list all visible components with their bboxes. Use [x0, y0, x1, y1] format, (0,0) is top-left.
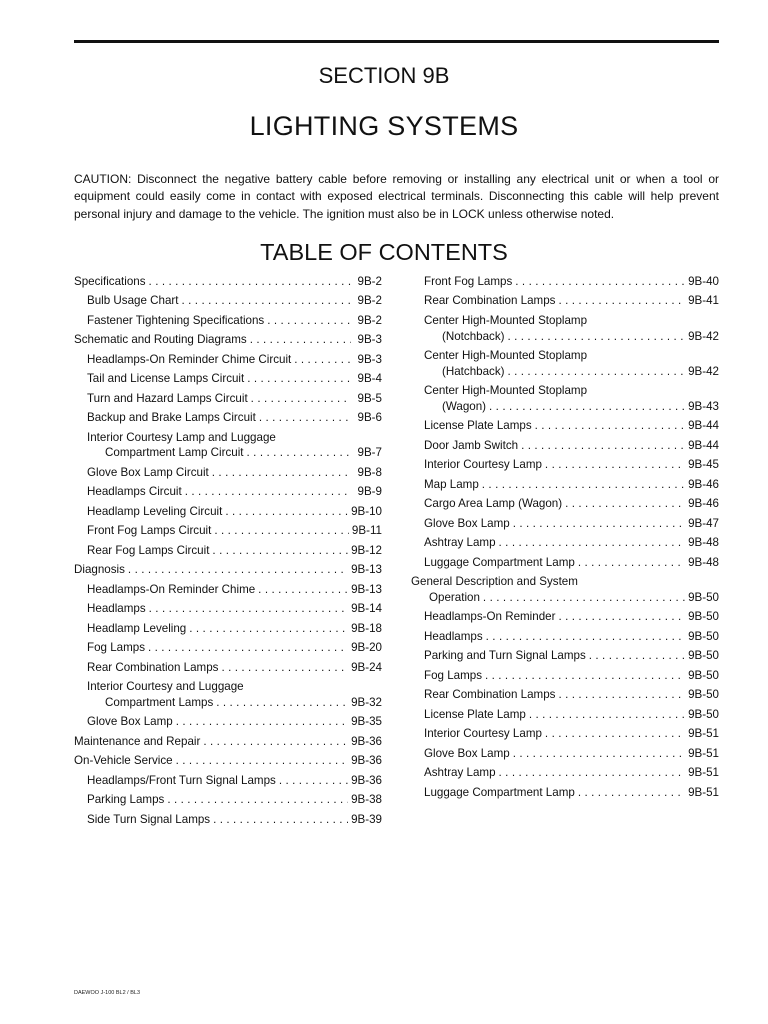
toc-entry[interactable]	[74, 504, 382, 520]
toc-leader-dots	[258, 582, 348, 598]
toc-entry-label: Ashtray Lamp	[424, 536, 496, 550]
toc-heading: TABLE OF CONTENTS	[260, 239, 508, 265]
section-heading: SECTION 9B	[318, 63, 450, 88]
toc-entry-label: Headlamps/Front Turn Signal Lamps	[87, 773, 276, 787]
toc-entry-label: Luggage Compartment Lamp	[424, 555, 575, 569]
toc-entry-page: 9B-50	[688, 668, 719, 682]
toc-entry[interactable]	[74, 484, 382, 500]
toc-entry-page: 9B-51	[688, 766, 719, 780]
toc-entry-page: 9B-47	[688, 516, 719, 530]
toc-entry-label: Rear Combination Lamps	[87, 660, 219, 674]
toc-leader-dots	[148, 640, 348, 656]
toc-leader-dots	[203, 734, 348, 750]
toc-entry[interactable]	[74, 430, 382, 461]
toc-entry-label: Door Jamb Switch	[424, 438, 519, 452]
toc-leader-dots	[529, 707, 685, 723]
toc-entry-page: 9B-48	[688, 555, 719, 569]
toc-entry-label: (Hatchback)	[442, 364, 505, 378]
header-rule	[74, 40, 719, 43]
toc-entry-label: Center High-Mounted Stoplamp	[424, 384, 588, 398]
toc-entry-label: Interior Courtesy Lamp and Luggage	[87, 430, 276, 444]
toc-entry[interactable]	[74, 812, 382, 828]
toc-entry-label: Maintenance and Repair	[74, 734, 201, 748]
toc-leader-dots	[247, 371, 351, 387]
toc-leader-dots	[267, 313, 351, 329]
toc-entry-page: 9B-46	[688, 477, 719, 491]
toc-entry-label: Schematic and Routing Diagrams	[74, 333, 247, 347]
toc-leader-dots	[259, 410, 351, 426]
toc-entry[interactable]	[411, 293, 719, 309]
toc-entry-label: Headlamps-On Reminder Chime Circuit	[87, 352, 292, 366]
toc-entry-page: 9B-36	[351, 734, 382, 748]
toc-entry[interactable]	[74, 734, 382, 750]
toc-leader-dots	[499, 535, 686, 551]
toc-entry-page: 9B-18	[351, 621, 382, 635]
toc-entry-page: 9B-48	[688, 536, 719, 550]
toc-leader-dots	[558, 609, 685, 625]
toc-leader-dots	[499, 765, 686, 781]
toc-entry[interactable]	[74, 621, 382, 637]
toc-entry-page: 9B-51	[688, 727, 719, 741]
toc-entry-page: 9B-32	[351, 695, 382, 709]
toc-entry[interactable]	[74, 293, 382, 309]
toc-entry[interactable]	[74, 753, 382, 769]
toc-leader-dots	[558, 293, 685, 309]
toc-entry[interactable]	[411, 418, 719, 434]
toc-entry-label: Map Lamp	[424, 477, 479, 491]
toc-entry[interactable]	[411, 629, 719, 645]
toc-entry-label: Operation	[429, 590, 480, 604]
toc-leader-dots	[485, 668, 685, 684]
toc-entry-label: Headlamps Circuit	[87, 485, 182, 499]
toc-entry-page: 9B-8	[357, 465, 382, 479]
toc-entry-page: 9B-2	[357, 294, 382, 308]
toc-entry-label: Front Fog Lamps Circuit	[87, 524, 212, 538]
toc-entry-label: Compartment Lamp Circuit	[105, 446, 244, 460]
toc-entry[interactable]	[74, 660, 382, 676]
toc-entry-label: Diagnosis	[74, 563, 125, 577]
toc-entry-page: 9B-50	[688, 590, 719, 604]
toc-entry-page: 9B-42	[688, 364, 719, 378]
toc-leader-dots	[149, 274, 351, 290]
toc-leader-dots	[521, 438, 685, 454]
toc-entry-page: 9B-14	[351, 602, 382, 616]
toc-entry-label: Headlamps-On Reminder Chime	[87, 582, 256, 596]
toc-entry[interactable]	[411, 609, 719, 625]
toc-entry-label: Fastener Tightening Specifications	[87, 313, 265, 327]
toc-entry[interactable]	[74, 332, 382, 348]
toc-entry-label: On-Vehicle Service	[74, 754, 173, 768]
toc-entry-page: 9B-3	[357, 333, 382, 347]
toc-entry[interactable]	[411, 555, 719, 571]
toc-entry-label: Center High-Mounted Stoplamp	[424, 349, 588, 363]
toc-entry-label: General Description and System	[411, 575, 578, 589]
toc-leader-dots	[214, 523, 349, 539]
toc-entry[interactable]	[411, 477, 719, 493]
toc-entry[interactable]	[74, 792, 382, 808]
toc-leader-dots	[545, 726, 685, 742]
toc-entry-label: Interior Courtesy Lamp	[424, 727, 542, 741]
toc-entry[interactable]	[411, 516, 719, 532]
toc-entry[interactable]	[411, 746, 719, 762]
toc-entry-page: 9B-38	[351, 793, 382, 807]
toc-entry-page: 9B-5	[357, 391, 382, 405]
toc-entry-page: 9B-50	[688, 629, 719, 643]
toc-entry[interactable]	[411, 785, 719, 801]
toc-entry-page: 9B-42	[688, 329, 719, 343]
toc-entry[interactable]	[411, 574, 719, 605]
toc-leader-dots	[578, 555, 685, 571]
toc-entry-label: Compartment Lamps	[105, 695, 214, 709]
toc-entry-label: Interior Courtesy and Luggage	[87, 680, 244, 694]
toc-entry-label: Headlamp Leveling Circuit	[87, 504, 223, 518]
toc-entry-page: 9B-44	[688, 438, 719, 452]
toc-entry-page: 9B-40	[688, 275, 719, 288]
toc-entry[interactable]	[74, 773, 382, 789]
toc-entry[interactable]	[74, 313, 382, 329]
toc-entry[interactable]	[74, 679, 382, 710]
toc-entry-label: Glove Box Lamp	[424, 746, 510, 760]
toc-entry-label: Rear Combination Lamps	[424, 688, 556, 702]
toc-entry-label: License Plate Lamps	[424, 419, 532, 433]
toc-leader-dots	[565, 496, 685, 512]
toc-entry-label: Specifications	[74, 275, 146, 288]
toc-entry-page: 9B-10	[351, 504, 382, 518]
toc-entry-label: (Notchback)	[442, 329, 505, 343]
toc-entry-label: Parking Lamps	[87, 793, 165, 807]
toc-entry-label: Fog Lamps	[87, 641, 145, 655]
toc-leader-dots	[279, 773, 348, 789]
toc-entry[interactable]	[74, 543, 382, 559]
toc-entry[interactable]	[74, 352, 382, 368]
toc-entry-label: Ashtray Lamp	[424, 766, 496, 780]
toc-leader-dots	[176, 753, 348, 769]
toc-leader-dots	[221, 660, 348, 676]
toc-entry[interactable]	[74, 601, 382, 617]
toc-entry-label: Glove Box Lamp Circuit	[87, 465, 209, 479]
toc-leader-dots	[225, 504, 348, 520]
toc-entry-page: 9B-50	[688, 688, 719, 702]
toc-entry-label: Parking and Turn Signal Lamps	[424, 649, 586, 663]
toc-entry-label: Fog Lamps	[424, 668, 482, 682]
toc-leader-dots	[176, 714, 348, 730]
toc-leader-dots	[149, 601, 348, 617]
toc-entry-page: 9B-50	[688, 610, 719, 624]
toc-entry[interactable]	[411, 535, 719, 551]
toc-entry-label: Glove Box Lamp	[87, 715, 173, 729]
toc-leader-dots	[589, 648, 685, 664]
toc-entry-label: Center High-Mounted Stoplamp	[424, 313, 588, 327]
toc-entry-page: 9B-13	[351, 563, 382, 577]
toc-entry[interactable]	[74, 582, 382, 598]
toc-entry[interactable]	[74, 274, 382, 290]
toc-entry-page: 9B-36	[351, 773, 382, 787]
toc-entry-label: Cargo Area Lamp (Wagon)	[424, 497, 563, 511]
toc-leader-dots	[508, 329, 686, 345]
toc-entry[interactable]	[74, 465, 382, 481]
toc-leader-dots	[513, 746, 685, 762]
toc-entry-page: 9B-12	[351, 543, 382, 557]
toc-entry-label: Rear Combination Lamps	[424, 294, 556, 308]
page-footer: DAEWOO J-100 BL2 / BL3	[74, 990, 141, 996]
toc-entry-page: 9B-36	[351, 754, 382, 768]
page-title: LIGHTING SYSTEMS	[249, 111, 519, 141]
toc-leader-dots	[251, 391, 351, 407]
toc-entry-page: 9B-2	[357, 275, 382, 288]
toc-entry-page: 9B-51	[688, 746, 719, 760]
toc-leader-dots	[167, 792, 348, 808]
toc-entry[interactable]	[74, 391, 382, 407]
toc-entry[interactable]	[411, 765, 719, 781]
toc-entry-page: 9B-50	[688, 649, 719, 663]
toc-entry-label: Side Turn Signal Lamps	[87, 812, 211, 826]
toc-right-column	[411, 274, 719, 804]
toc-entry-label: Luggage Compartment Lamp	[424, 785, 575, 799]
toc-left-column	[74, 274, 382, 831]
toc-leader-dots	[185, 484, 351, 500]
toc-entry[interactable]	[411, 726, 719, 742]
toc-entry-label: (Wagon)	[442, 399, 487, 413]
toc-leader-dots	[212, 543, 348, 559]
toc-leader-dots	[213, 812, 348, 828]
toc-leader-dots	[513, 516, 685, 532]
toc-leader-dots	[182, 293, 351, 309]
toc-entry-page: 9B-2	[357, 313, 382, 327]
toc-entry-label: Headlamps	[87, 602, 146, 616]
toc-entry[interactable]	[74, 640, 382, 656]
toc-entry-label: Front Fog Lamps	[424, 275, 513, 288]
toc-entry-page: 9B-4	[357, 372, 382, 386]
toc-entry-label: Turn and Hazard Lamps Circuit	[87, 391, 248, 405]
toc-entry-label: Headlamps	[424, 629, 483, 643]
toc-entry[interactable]	[411, 707, 719, 723]
toc-leader-dots	[294, 352, 351, 368]
toc-entry-page: 9B-20	[351, 641, 382, 655]
toc-entry[interactable]	[74, 562, 382, 578]
toc-entry-page: 9B-9	[357, 485, 382, 499]
toc-leader-dots	[578, 785, 685, 801]
toc-entry[interactable]	[411, 274, 719, 290]
toc-entry[interactable]	[411, 648, 719, 664]
toc-leader-dots	[482, 477, 685, 493]
toc-entry-page: 9B-7	[357, 446, 382, 460]
toc-entry-label: Glove Box Lamp	[424, 516, 510, 530]
toc-entry[interactable]	[74, 410, 382, 426]
toc-entry-label: Backup and Brake Lamps Circuit	[87, 411, 256, 425]
toc-leader-dots	[128, 562, 348, 578]
toc-entry[interactable]	[411, 687, 719, 703]
toc-entry-label: Tail and License Lamps Circuit	[87, 372, 245, 386]
toc-leader-dots	[535, 418, 685, 434]
toc-entry-page: 9B-43	[688, 399, 719, 413]
toc-entry[interactable]	[411, 496, 719, 512]
toc-entry-label: Headlamps-On Reminder	[424, 610, 556, 624]
toc-entry[interactable]	[411, 668, 719, 684]
toc-leader-dots	[483, 590, 685, 606]
toc-leader-dots	[212, 465, 351, 481]
toc-leader-dots	[486, 629, 685, 645]
toc-entry[interactable]	[411, 457, 719, 473]
toc-leader-dots	[247, 445, 351, 461]
toc-entry-page: 9B-3	[357, 352, 382, 366]
toc-entry-page: 9B-46	[688, 497, 719, 511]
toc-entry-page: 9B-51	[688, 785, 719, 799]
toc-leader-dots	[545, 457, 685, 473]
toc-leader-dots	[189, 621, 348, 637]
toc-leader-dots	[515, 274, 685, 290]
toc-entry-label: Headlamp Leveling	[87, 621, 187, 635]
toc-leader-dots	[250, 332, 351, 348]
toc-entry-page: 9B-39	[351, 812, 382, 826]
toc-entry-page: 9B-50	[688, 707, 719, 721]
toc-entry-page: 9B-45	[688, 458, 719, 472]
toc-entry-page: 9B-41	[688, 294, 719, 308]
toc-leader-dots	[489, 399, 685, 415]
toc-entry-label: Interior Courtesy Lamp	[424, 458, 542, 472]
toc-entry[interactable]	[74, 523, 382, 539]
toc-entry-page: 9B-13	[351, 582, 382, 596]
toc-entry-page: 9B-44	[688, 419, 719, 433]
caution-paragraph: CAUTION: Disconnect the negative battery cable before removing or installing any electrical unit or when a tool or equipment could easily come in contact with exposed electrical terminals. Disconnecting this cable will help prevent personal injury and damage to the vehicle. The ignition must also be in LOCK unless otherwise noted.	[74, 172, 719, 221]
toc-entry[interactable]	[411, 348, 719, 379]
toc-entry[interactable]	[411, 313, 719, 344]
toc-entry[interactable]	[411, 383, 719, 414]
toc-entry[interactable]	[411, 438, 719, 454]
toc-entry-page: 9B-6	[357, 411, 382, 425]
toc-leader-dots	[216, 695, 348, 711]
toc-entry-page: 9B-35	[351, 715, 382, 729]
toc-entry-page: 9B-11	[351, 524, 382, 538]
toc-entry-page: 9B-24	[351, 660, 382, 674]
toc-entry-label: Rear Fog Lamps Circuit	[87, 543, 210, 557]
toc-leader-dots	[558, 687, 685, 703]
toc-entry-label: Bulb Usage Chart	[87, 294, 179, 308]
toc-entry[interactable]	[74, 714, 382, 730]
toc-leader-dots	[508, 364, 686, 380]
toc-entry-label: License Plate Lamp	[424, 707, 526, 721]
toc-entry[interactable]	[74, 371, 382, 387]
